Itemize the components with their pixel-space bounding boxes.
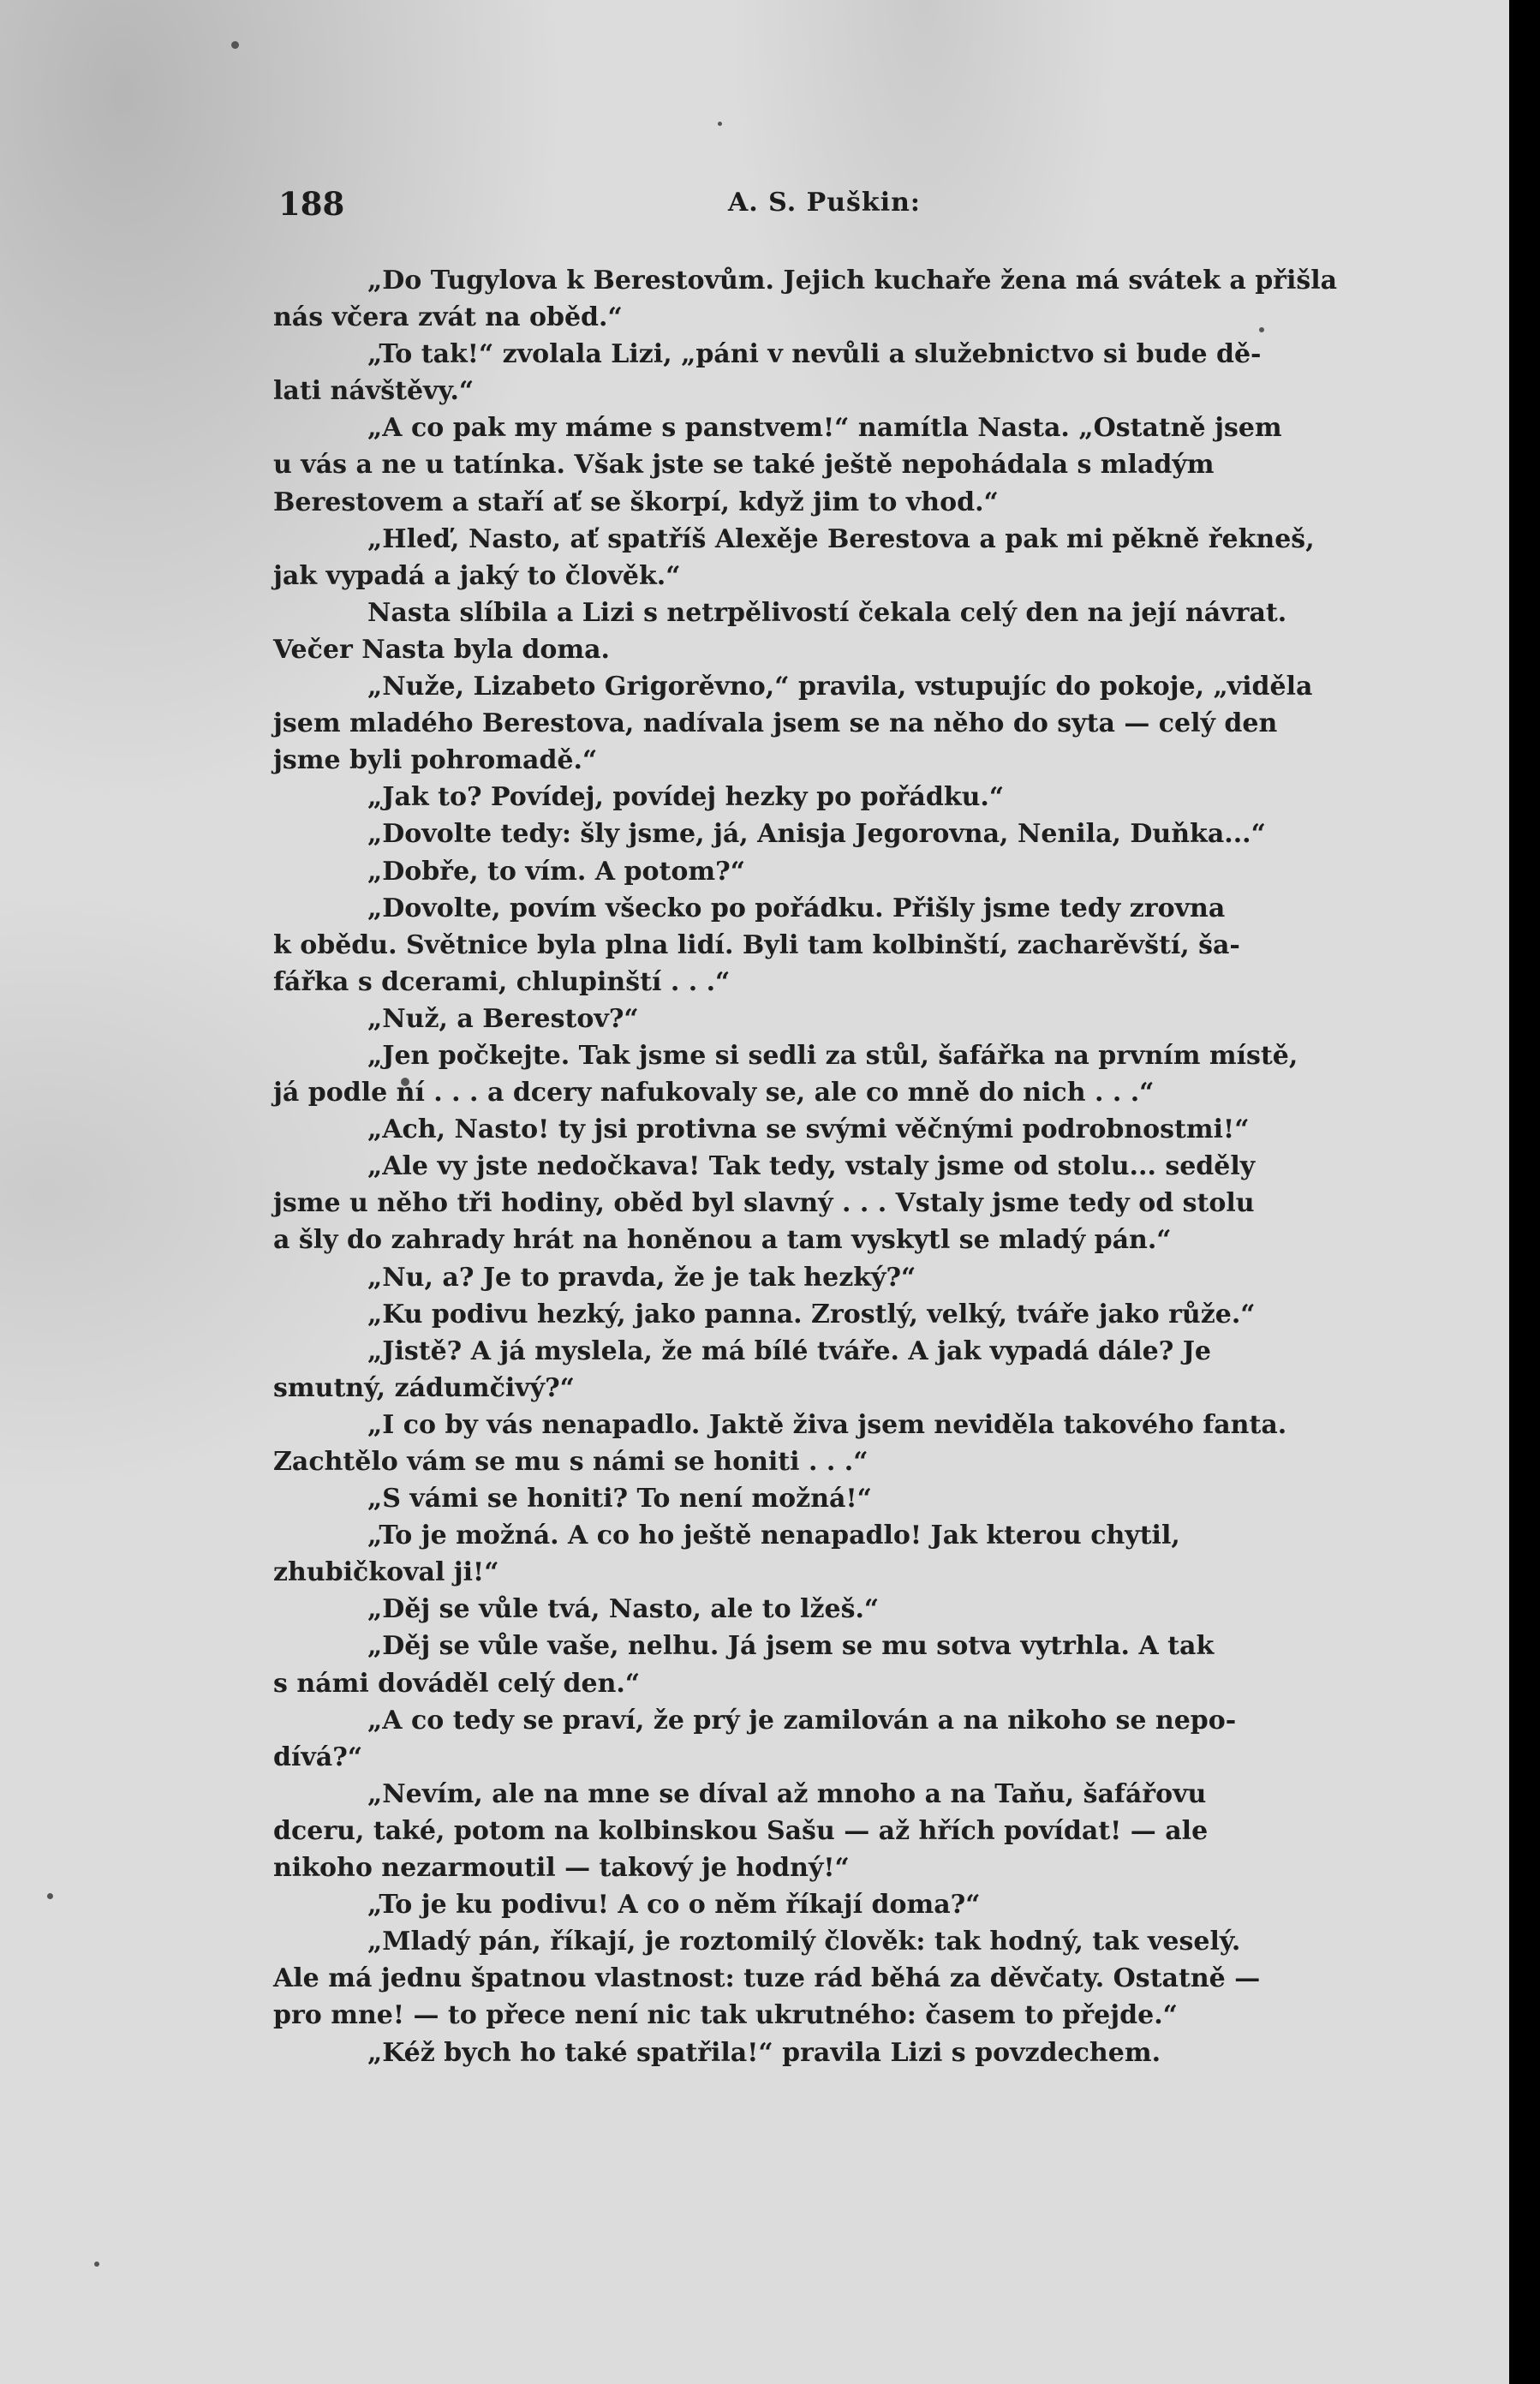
paragraph: „I co by vás nenapadlo. Jaktě živa jsem neviděla takového fanta. Zachtělo vám se mu s námi se honiti . . .“ <box>273 1409 1287 1477</box>
paragraph: „S vámi se honiti? To není možná!“ <box>367 1484 872 1515</box>
paragraph: „Děj se vůle tvá, Nasto, ale to lžeš.“ <box>367 1594 880 1625</box>
paragraph: „Do Tugylova k Berestovům. Jejich kuchaře žena má svátek a přišla nás včera zvát na oběd.“ <box>273 266 1338 333</box>
scan-speck <box>718 122 722 126</box>
paragraph: „Nu, a? Je to pravda, že je tak hezký?“ <box>367 1262 916 1293</box>
scan-speck <box>47 1893 53 1899</box>
page-number: 188 <box>278 185 345 223</box>
paragraph: „Ale vy jste nedočkava! Tak tedy, vstaly jsme od stolu... seděly jsme u něho tři hodiny, oběd byl slavný . . . Vstaly jsme tedy od stolu a šly do zahrady hrát na honěnou a tam vyskytl se mladý pán.“ <box>273 1151 1256 1256</box>
paragraph: „Děj se vůle vaše, nelhu. Já jsem se mu sotva vytrhla. A tak s námi dováděl celý den.“ <box>273 1631 1215 1699</box>
paragraph: „To je možná. A co ho ještě nenapadlo! Jak kterou chytil, zhubičkoval ji!“ <box>273 1521 1180 1588</box>
paragraph: „Ach, Nasto! ty jsi protivna se svými věčnými podrobnostmi!“ <box>367 1114 1250 1145</box>
running-head: A. S. Puškin: <box>728 188 921 218</box>
text-body <box>273 262 1358 2071</box>
paragraph: „Dovolte, povím všecko po pořádku. Přišly jsme tedy zrovna k obědu. Světnice byla plna lidí. Byli tam kolbinští, zacharěvští, ša- fářka s dcerami, chlupinští . . .“ <box>273 893 1240 997</box>
scan-speck <box>231 41 239 49</box>
paragraph: „Mladý pán, říkají, je roztomilý člověk: tak hodný, tak veselý. Ale má jednu špatnou vlastnost: tuze rád běhá za děvčaty. Ostatně — pro mne! — to přece není nic tak ukrutného: časem to přejde.“ <box>273 1927 1261 2031</box>
paragraph: „Dobře, to vím. A potom?“ <box>367 856 745 887</box>
paragraph: „A co tedy se praví, že prý je zamilován a na nikoho se nepo- dívá?“ <box>273 1705 1237 1772</box>
paragraph: „Jak to? Povídej, povídej hezky po pořádku.“ <box>367 782 1005 813</box>
paragraph: „Kéž bych ho také spatřila!“ pravila Lizi s povzdechem. <box>367 2037 1161 2068</box>
paragraph: „Jistě? A já myslela, že má bílé tváře. A jak vypadá dále? Je smutný, zádumčivý?“ <box>273 1335 1212 1403</box>
page-header <box>278 185 1358 228</box>
paragraph: Nasta slíbila a Lizi s netrpělivostí čekala celý den na její návrat. Večer Nasta byla doma. <box>273 597 1287 665</box>
paragraph: „To je ku podivu! A co o něm říkají doma?“ <box>367 1890 981 1921</box>
paragraph: „Dovolte tedy: šly jsme, já, Anisja Jegorovna, Nenila, Duňka...“ <box>367 819 1266 850</box>
paragraph: „To tak!“ zvolala Lizi, „páni v nevůli a služebnictvo si bude dě- lati návštěvy.“ <box>273 339 1262 407</box>
paragraph: „Nuž, a Berestov?“ <box>367 1003 639 1034</box>
paragraph: „Nuže, Lizabeto Grigorěvno,“ pravila, vstupujíc do pokoje, „viděla jsem mladého Berestova, nadívala jsem se na něho do syta — celý den jsme byli pohromadě.“ <box>273 672 1313 776</box>
paragraph: „Hleď, Nasto, ať spatříš Alexěje Berestova a pak mi pěkně řekneš, jak vypadá a jaký to člověk.“ <box>273 523 1315 591</box>
scan-border <box>1509 0 1540 2384</box>
paragraph: „Nevím, ale na mne se díval až mnoho a na Taňu, šafářovu dceru, také, potom na kolbinskou Sašu — až hřích povídat! — ale nikoho nezarmoutil — takový je hodný!“ <box>273 1778 1209 1884</box>
paragraph: „Jen počkejte. Tak jsme si sedli za stůl, šafářka na prvním místě, já podle ní . . . a dcery nafukovaly se, ale co mně do nich . . .“ <box>273 1040 1298 1108</box>
paragraph: „A co pak my máme s panstvem!“ namítla Nasta. „Ostatně jsem u vás a ne u tatínka. Však jste se také ještě nepohádala s mladým Berestovem a staří ať se škorpí, když jim to vhod.“ <box>273 413 1282 517</box>
paragraph: „Ku podivu hezký, jako panna. Zrostlý, velký, tváře jako růže.“ <box>367 1299 1256 1329</box>
scan-speck <box>94 2262 99 2267</box>
